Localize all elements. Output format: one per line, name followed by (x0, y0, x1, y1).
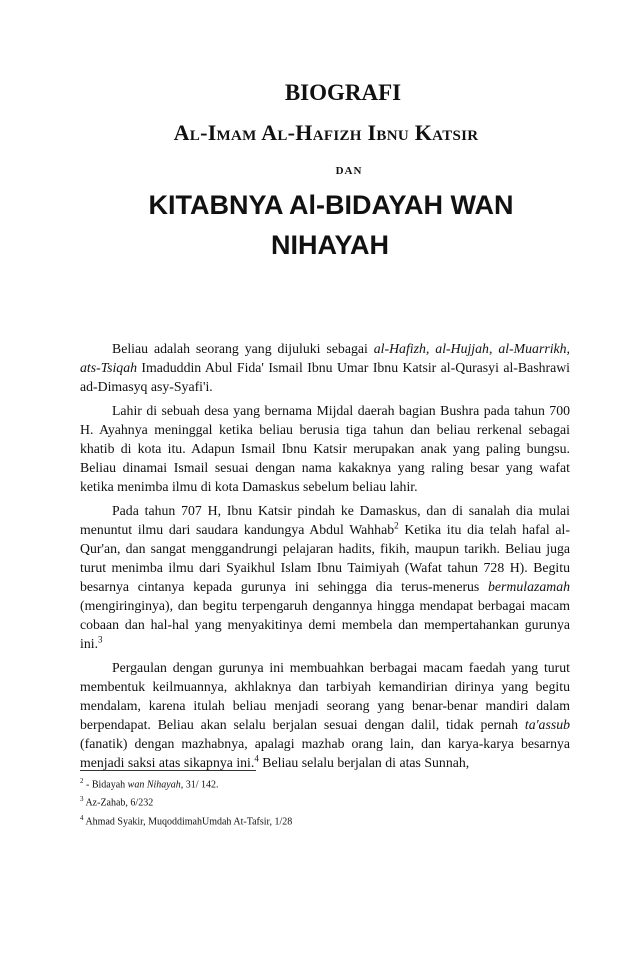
p1-italic-titles: al-Hafizh, al-Hujjah, al-Muarrikh, ats-Tsiqah (80, 341, 571, 375)
footnote-number: 4 (80, 813, 84, 822)
p3-text-a: Pada tahun 707 H, Ibnu Katsir pindah ke Damaskus, dan di sanalah dia mulai menuntut ilmu dari saudara kandungya Abdul Wahhab (80, 503, 570, 537)
footnote-ref-2[interactable]: 2 (394, 520, 399, 531)
footnote-text: Ahmad Syakir, MuqoddimahUmdah At-Tafsir, 1/28 (83, 815, 293, 827)
footnote-number: 2 (80, 777, 84, 785)
title-kitab-line2: NIHAYAH (270, 230, 390, 260)
p4-text-c: Beliau selalu berjalan di atas Sunnah, (258, 755, 470, 770)
p2-text: Lahir di sebuah desa yang bernama Mijdal daerah bagian Bushra pada tahun 700 H. Ayahnya meninggal ketika beliau berusia tiga tahun dan beliau rerkenal sebagai khatib di kota itu. Adapun Ismail Ibnu Katsir merupakan anak yang paling bungsu. Beliau dinamai Ismail sesuai dengan nama kakaknya yang raling besar yang wafat ketika menimba ilmu di kota Damaskus sebelum beliau lahir. (80, 403, 570, 494)
p3-text-c: (mengiringinya), dan begitu terpengaruh dengannya hingga mendapat berbagai macam cobaan dan hal-hal yang menyakitinya demi membela dan mempertahankan gurunya ini. (80, 598, 570, 651)
paragraph-4 (80, 658, 570, 772)
title-kitab-line1: KITABNYA Al-BIDAYAH WAN (148, 190, 514, 220)
footnote-number: 3 (80, 795, 84, 804)
title-dan: dan (335, 162, 363, 178)
footnote-text: Az-Zahab, 6/232 (83, 797, 154, 809)
paragraph-3 (80, 501, 570, 653)
p4-italic-term: ta'assub (524, 717, 570, 732)
footnote-divider (80, 770, 256, 771)
paragraph-2 (80, 401, 570, 496)
footnote-3 (80, 792, 570, 810)
title-biografi: BIOGRAFI (284, 80, 402, 105)
p3-italic-term: bermulazamah (487, 579, 570, 594)
p1-text-b: Imaduddin Abul Fida' Ismail Ibnu Umar Ibnu Katsir al-Qurasyi al-Bashrawi ad-Dimasyq asy-Syafi'i. (80, 360, 570, 394)
footnote-4 (80, 811, 570, 829)
p1-text-a: Beliau adalah seorang yang dijuluki sebagai (112, 341, 374, 356)
footnote-text: 31/ 142. (183, 779, 219, 791)
footnote-ref-4[interactable]: 4 (254, 753, 259, 764)
p4-text-b: (fanatik) dengan mazhabnya, apalagi mazhab orang lain, dan karya-karya besarnya menjadi saksi atas sikapnya ini. (80, 736, 570, 770)
footnote-text: - Bidayah (83, 779, 128, 791)
p4-text-a: Pergaulan dengan gurunya ini membuahkan berbagai macam faedah yang turut membentuk keilmuannya, akhlaknya dan tarbiyah kemandirian dirinya yang begitu mendalam, karena itulah beliau menjadi seorang yang benar-benar mandiri dalam berpendapat. Beliau akan selalu berjalan sesuai dengan dalil, tidak pernah (80, 660, 570, 732)
body-text (80, 339, 570, 777)
p3-text-b: Ketika itu dia telah hafal al-Qur'an, dan sangat menggandrungi pelajaran hadits, fikih, maupun tarikh. Beliau juga turut menimba ilmu dari Syaikhul Islam Ibnu Taimiyah (Wafat tahun 728 H). Begitu besarnya cintanya kepada gurunya ini sehingga dia terus-menerus (80, 522, 570, 594)
footnote-ref-3[interactable]: 3 (98, 634, 103, 645)
title-imam-name: Al-Imam Al-Hafizh Ibnu Katsir (173, 120, 479, 145)
footnote-2 (80, 774, 570, 792)
footnotes (80, 770, 570, 829)
paragraph-1 (80, 339, 570, 396)
footnote-italic: wan Nihayah, (127, 779, 184, 791)
